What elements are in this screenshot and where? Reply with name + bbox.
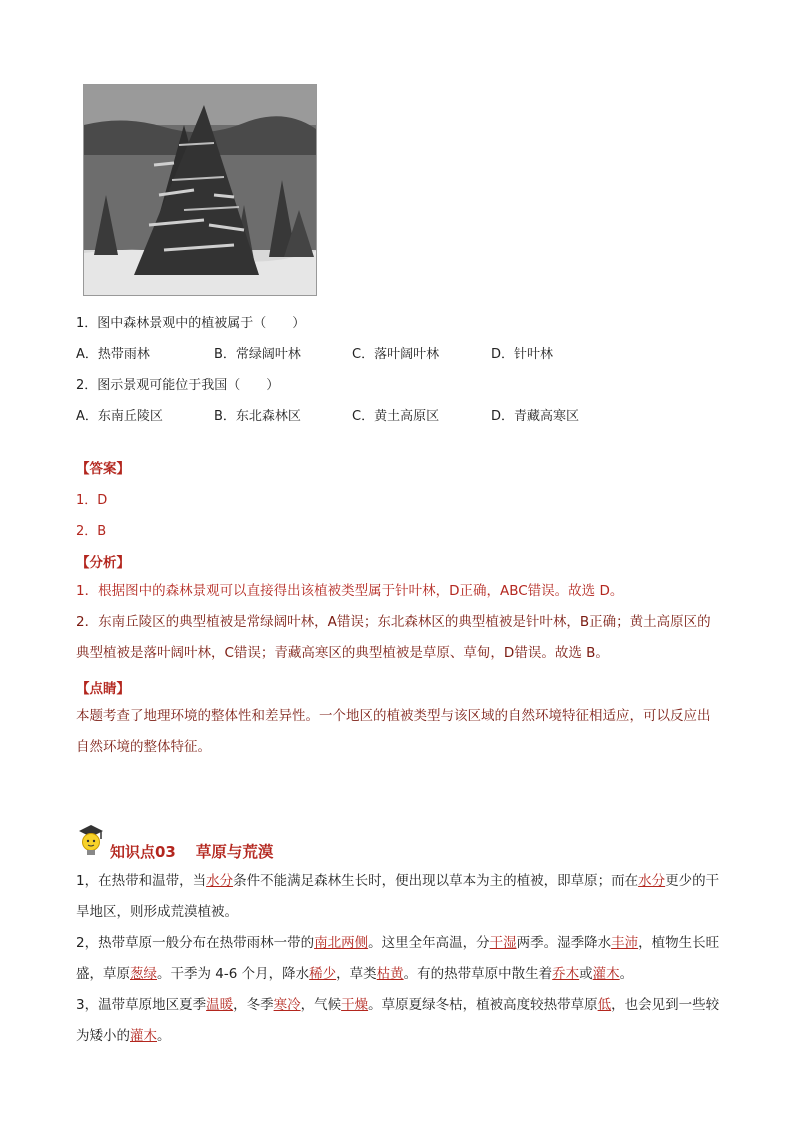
q1-option-d: D．针叶林 bbox=[491, 347, 554, 362]
answer-heading: 【答案】 bbox=[76, 461, 130, 477]
comment-text: 本题考查了地理环境的整体性和差异性。一个地区的植被类型与该区域的自然环境特征相适应，可以反应出自然环境的整体特征。 bbox=[76, 708, 711, 755]
answer-2: 2．B bbox=[76, 524, 107, 539]
question-1: 1．图中森林景观中的植被属于（ ） bbox=[76, 316, 306, 331]
knowledge-paragraph-2: 2，热带草原一般分布在热带雨林一带的南北两侧。这里全年高温，分干湿两季。湿季降水丰沛，植物生长旺盛，草原葱绿。干季为 4-6 个月，降水稀少，草类枯黄。有的热带草原中散生着乔木或灌木。 bbox=[76, 935, 720, 982]
q2-option-c: C．黄土高原区 bbox=[352, 409, 440, 424]
knowledge-paragraph-1: 1，在热带和温带，当水分条件不能满足森林生长时，便出现以草本为主的植被，即草原；而在水分更少的干旱地区，则形成荒漠植被。 bbox=[76, 873, 720, 920]
q2-option-d: D．青藏高寒区 bbox=[491, 409, 580, 424]
analysis-paragraph-1: 1．根据图中的森林景观可以直接得出该植被类型属于针叶林，D正确，ABC错误。故选 D。 bbox=[76, 583, 624, 599]
analysis-heading: 【分析】 bbox=[76, 555, 130, 571]
q1-option-c: C．落叶阔叶林 bbox=[352, 347, 440, 362]
graduate-bulb-icon bbox=[76, 822, 106, 862]
snowy-conifer-forest-photo bbox=[83, 84, 317, 296]
q1-option-b: B．常绿阔叶林 bbox=[214, 347, 301, 362]
knowledge-paragraph-3: 3，温带草原地区夏季温暖，冬季寒冷，气候干燥。草原夏绿冬枯，植被高度较热带草原低，也会见到一些较为矮小的灌木。 bbox=[76, 997, 720, 1044]
analysis-paragraph-2: 2．东南丘陵区的典型植被是常绿阔叶林，A错误；东北森林区的典型植被是针叶林，B正确；黄土高原区的典型植被是落叶阔叶林，C错误；青藏高寒区的典型植被是草原、草甸，D错误。故选 B。 bbox=[76, 614, 711, 661]
question-2: 2．图示景观可能位于我国（ ） bbox=[76, 378, 280, 393]
knowledge-point-header bbox=[76, 826, 273, 862]
knowledge-point-title: 草原与荒漠 bbox=[195, 843, 274, 861]
q1-option-a: A．热带雨林 bbox=[76, 347, 150, 362]
knowledge-point-label: 知识点03 bbox=[110, 843, 176, 861]
comment-heading: 【点睛】 bbox=[76, 681, 130, 697]
q2-option-a: A．东南丘陵区 bbox=[76, 409, 163, 424]
answer-1: 1．D bbox=[76, 493, 108, 508]
q2-option-b: B．东北森林区 bbox=[214, 409, 301, 424]
